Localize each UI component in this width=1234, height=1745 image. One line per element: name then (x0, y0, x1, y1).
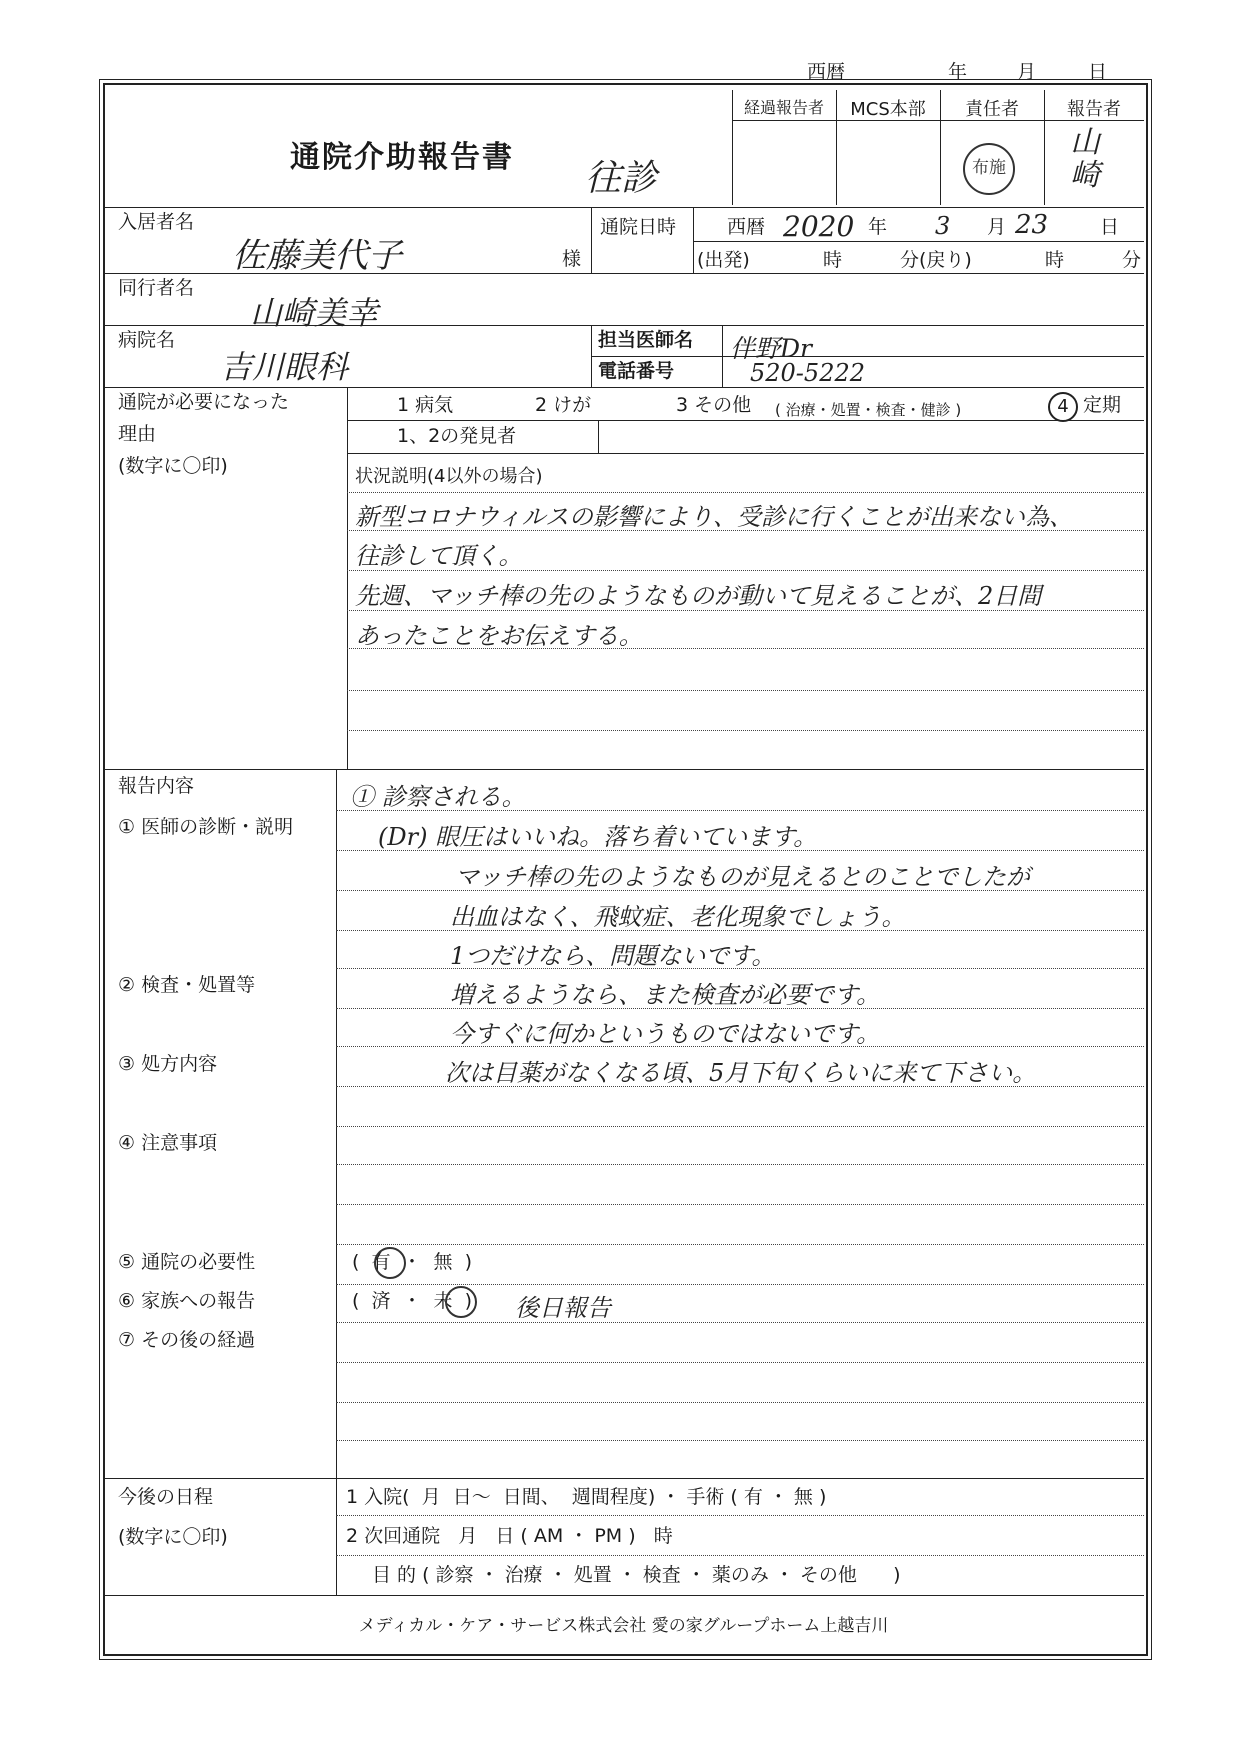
necessity-options: ( 有 ・ 無 ) (352, 1251, 475, 1273)
approval-keika-header: 経過報告者 (743, 98, 824, 117)
schedule-line-admission: 1 入院( 月 日〜 日間、 週間程度) ・ 手術 ( 有 ・ 無 ) (346, 1486, 827, 1508)
hospital-name: 吉川眼科 (220, 348, 349, 386)
companion-label: 同行者名 (118, 277, 195, 299)
report-line-1: ① 診察される。 (350, 783, 526, 811)
report-label: 報告内容 (118, 775, 195, 797)
report-line-2: (Dr) 眼圧はいいね。落ち着いています。 (378, 823, 818, 851)
situation-label: 状況説明(4以外の場合) (355, 466, 543, 487)
resident-name: 佐藤美代子 (232, 236, 402, 276)
visit-year: 2020 (783, 210, 855, 243)
visit-era: 西暦 (727, 216, 766, 238)
report-item-followup: ⑦ その後の経過 (118, 1329, 256, 1351)
reason-label-1: 通院が必要になった (118, 391, 290, 413)
family-selected-circle (445, 1286, 477, 1318)
situation-line-1: 新型コロナウィルスの影響により、受診に行くことが出来ない為、 (355, 503, 1073, 531)
hospital-label: 病院名 (118, 329, 176, 351)
situation-line-3: 先週、マッチ棒の先のようなものが動いて見えることが、2日間 (355, 582, 1042, 610)
visit-label: 通院日時 (600, 216, 677, 238)
visit-day-unit: 日 (1100, 216, 1120, 238)
family-report-note: 後日報告 (515, 1294, 611, 1322)
phone-value: 520-5222 (750, 359, 865, 387)
form-title: 通院介助報告書 (290, 140, 514, 175)
report-line-3: マッチ棒の先のようなものが見えるとのことでしたが (455, 863, 1031, 891)
situation-line-2: 往診して頂く。 (355, 542, 523, 570)
reason-opt-injury: 2 けが (535, 394, 592, 416)
date-month-label: 月 (1017, 61, 1037, 83)
reason-label-2: 理由 (118, 423, 157, 445)
seal-stamp: 布施 (963, 143, 1015, 195)
report-item-diagnosis: ① 医師の診断・説明 (118, 816, 294, 838)
visit-depart: (出発) (697, 249, 750, 271)
schedule-line-purpose: 目 的 ( 診察 ・ 治療 ・ 処置 ・ 検査 ・ 薬のみ ・ その他 ) (372, 1564, 901, 1586)
date-year-label: 年 (948, 61, 968, 83)
doctor-label: 担当医師名 (598, 329, 694, 351)
phone-label: 電話番号 (598, 360, 675, 382)
visit-return: 分(戻り) (900, 249, 972, 271)
visit-hour2: 時 (1045, 249, 1065, 271)
approval-sekinin-header: 責任者 (965, 99, 1019, 120)
report-line-7: 今すぐに何かというものではないです。 (450, 1020, 881, 1048)
reason-opt-illness: 1 病気 (397, 394, 454, 416)
report-item-necessity: ⑤ 通院の必要性 (118, 1251, 256, 1273)
title-note-handwritten: 往診 (585, 158, 658, 199)
doctor-name: 伴野Dr (730, 334, 812, 363)
family-options: ( 済 ・ 未 ) (352, 1290, 475, 1312)
reason-finder: 1、2の発見者 (397, 425, 517, 447)
report-line-6: 増えるようなら、また検査が必要です。 (450, 981, 881, 1009)
reason-opt-regular-circled: 4 (1048, 392, 1078, 422)
report-item-cautions: ④ 注意事項 (118, 1132, 218, 1154)
visit-month: 3 (935, 212, 951, 240)
reason-opt-other: 3 その他 (676, 394, 752, 416)
schedule-line-next-visit: 2 次回通院 月 日 ( AM ・ PM ) 時 (346, 1525, 673, 1547)
report-line-4: 出血はなく、飛蚊症、老化現象でしょう。 (450, 903, 906, 931)
schedule-label-1: 今後の日程 (118, 1486, 214, 1508)
reporter-signature: 山崎 (1070, 125, 1100, 193)
date-day-label: 日 (1088, 61, 1108, 83)
companion-name: 山崎美幸 (250, 294, 379, 332)
report-line-8: 次は目薬がなくなる頃、5月下旬くらいに来て下さい。 (445, 1059, 1037, 1087)
report-item-tests: ② 検査・処置等 (118, 974, 256, 996)
approval-mcs-header: MCS本部 (850, 99, 926, 120)
date-era-label: 西暦 (807, 61, 846, 83)
visit-min2: 分 (1122, 249, 1142, 271)
visit-day: 23 (1015, 210, 1049, 240)
resident-honorific: 様 (562, 248, 582, 270)
report-item-family: ⑥ 家族への報告 (118, 1290, 256, 1312)
resident-label: 入居者名 (118, 211, 195, 233)
visit-hour1: 時 (823, 249, 843, 271)
schedule-label-2: (数字に〇印) (118, 1526, 228, 1548)
situation-line-4: あったことをお伝えする。 (355, 622, 643, 650)
reason-opt-other-detail: ( 治療・処置・検査・健診 ) (775, 401, 962, 419)
report-item-prescription: ③ 処方内容 (118, 1053, 218, 1075)
visit-month-unit: 月 (987, 216, 1007, 238)
footer-company: メディカル・ケア・サービス株式会社 愛の家グループホーム上越吉川 (358, 1616, 889, 1636)
report-line-5: 1つだけなら、問題ないです。 (450, 942, 776, 970)
visit-year-unit: 年 (868, 216, 888, 238)
reason-label-3: (数字に〇印) (118, 455, 228, 477)
reason-opt-regular: 定期 (1083, 394, 1122, 416)
necessity-selected-circle (374, 1247, 406, 1279)
approval-hokoku-header: 報告者 (1067, 99, 1121, 120)
